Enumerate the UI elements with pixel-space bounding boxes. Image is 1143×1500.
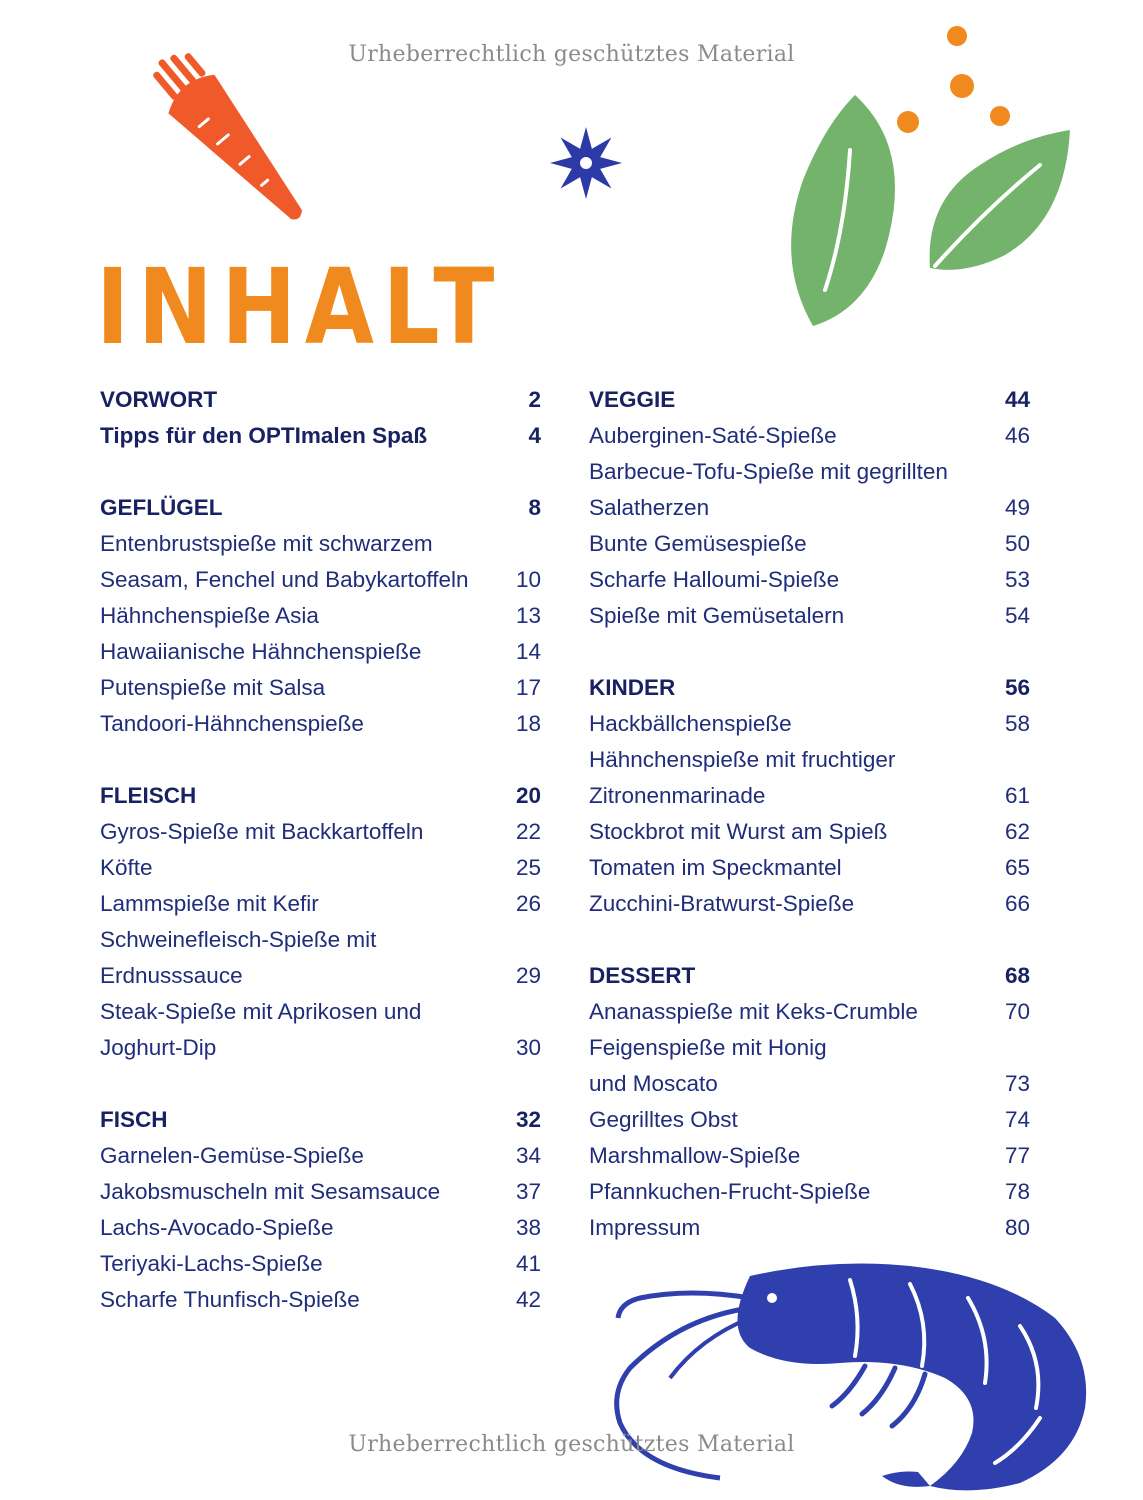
toc-entry[interactable] <box>100 418 541 454</box>
toc-entry[interactable] <box>589 850 1030 886</box>
toc-entry-title: Auberginen-Saté-Spieße <box>589 423 837 448</box>
toc-entry-title: Hawaiianische Hähnchenspieße <box>100 639 422 664</box>
section-gap <box>589 922 1030 958</box>
toc-section <box>589 958 1030 1246</box>
toc-entry[interactable] <box>100 1030 541 1066</box>
toc-entry[interactable] <box>100 814 541 850</box>
toc-right-column <box>589 382 1030 1246</box>
toc-entry-page: 22 <box>515 819 541 844</box>
toc-entry-page: 74 <box>1004 1107 1030 1132</box>
toc-entry-page: 54 <box>1004 603 1030 628</box>
section-gap <box>100 454 541 490</box>
shrimp-icon <box>600 1258 1095 1496</box>
toc-entry[interactable] <box>100 1174 541 1210</box>
section-gap <box>100 742 541 778</box>
toc-entry-page: 78 <box>1004 1179 1030 1204</box>
toc-entry-title: Gegrilltes Obst <box>589 1107 738 1132</box>
flower-icon <box>538 124 634 202</box>
toc-entry[interactable] <box>589 490 1030 526</box>
toc-entry[interactable] <box>100 886 541 922</box>
toc-entry-title: Joghurt-Dip <box>100 1035 217 1060</box>
toc-heading-page: 8 <box>528 495 541 520</box>
toc-entry-title: Garnelen-Gemüse-Spieße <box>100 1143 364 1168</box>
toc-heading-title: DESSERT <box>589 963 696 988</box>
toc-entry-title: Köfte <box>100 855 153 880</box>
toc-heading-title: VEGGIE <box>589 387 676 412</box>
toc-entry[interactable] <box>589 598 1030 634</box>
toc-entry-page: 10 <box>515 567 541 592</box>
toc-entry[interactable] <box>589 1102 1030 1138</box>
toc-entry-title: Zucchini-Bratwurst-Spieße <box>589 891 855 916</box>
toc-entry[interactable] <box>100 706 541 742</box>
toc-heading[interactable] <box>589 670 1030 706</box>
toc-entry[interactable] <box>100 958 541 994</box>
toc-heading-title: FISCH <box>100 1107 168 1132</box>
section-gap <box>100 1066 541 1102</box>
toc-entry-page: 37 <box>515 1179 541 1204</box>
toc-entry-page: 50 <box>1004 531 1030 556</box>
toc-heading-title: GEFLÜGEL <box>100 495 223 520</box>
toc-entry-title: Bunte Gemüsespieße <box>589 531 807 556</box>
toc-entry[interactable] <box>589 526 1030 562</box>
toc-entry-page: 73 <box>1004 1071 1030 1096</box>
toc-entry-page: 62 <box>1004 819 1030 844</box>
toc-section <box>589 670 1030 922</box>
page-title: INHALT <box>96 246 504 368</box>
toc-entry-title: Schweinefleisch-Spieße mit <box>100 927 377 952</box>
toc-entry[interactable] <box>589 1210 1030 1246</box>
toc-entry-title: Erdnusssauce <box>100 963 243 988</box>
toc-section <box>100 490 541 742</box>
toc-heading-title: VORWORT <box>100 387 218 412</box>
toc-entry-page: 53 <box>1004 567 1030 592</box>
toc-entry[interactable] <box>100 850 541 886</box>
toc-left-column <box>100 382 541 1318</box>
toc-entry-page: 38 <box>515 1215 541 1240</box>
toc-section <box>100 1102 541 1318</box>
toc-entry-title: Hähnchenspieße mit fruchtiger <box>589 747 896 772</box>
toc-section <box>100 778 541 1066</box>
toc-entry[interactable] <box>589 994 1030 1030</box>
toc-entry-page: 14 <box>515 639 541 664</box>
toc-heading[interactable] <box>100 382 541 418</box>
toc-entry-title: Tandoori-Hähnchenspieße <box>100 711 364 736</box>
toc-entry-title: Teriyaki-Lachs-Spieße <box>100 1251 323 1276</box>
carrot-icon <box>140 40 330 250</box>
toc-entry-page: 29 <box>515 963 541 988</box>
toc-entry[interactable] <box>589 1030 1030 1066</box>
toc-entry-title: Tipps für den OPTImalen Spaß <box>100 423 428 448</box>
toc-entry[interactable] <box>589 562 1030 598</box>
toc-entry-page: 80 <box>1004 1215 1030 1240</box>
toc-heading-page: 32 <box>515 1107 541 1132</box>
toc-entry[interactable] <box>589 814 1030 850</box>
toc-entry-title: Lachs-Avocado-Spieße <box>100 1215 334 1240</box>
toc-entry[interactable] <box>589 778 1030 814</box>
toc-entry-title: Feigenspieße mit Honig <box>589 1035 827 1060</box>
toc-entry-page: 42 <box>515 1287 541 1312</box>
toc-heading[interactable] <box>589 382 1030 418</box>
toc-entry-title: Ananasspieße mit Keks-Crumble <box>589 999 918 1024</box>
toc-entry-page: 66 <box>1004 891 1030 916</box>
toc-entry-title: Hähnchenspieße Asia <box>100 603 319 628</box>
toc-entry-page: 18 <box>515 711 541 736</box>
toc-entry-title: Lammspieße mit Kefir <box>100 891 319 916</box>
toc-entry[interactable] <box>589 1174 1030 1210</box>
toc-entry-page: 58 <box>1004 711 1030 736</box>
toc-entry-page: 30 <box>515 1035 541 1060</box>
toc-entry-page: 17 <box>515 675 541 700</box>
toc-entry-page: 65 <box>1004 855 1030 880</box>
toc-entry[interactable] <box>100 634 541 670</box>
toc-section <box>100 382 541 454</box>
toc-heading-page: 68 <box>1004 963 1030 988</box>
toc-entry[interactable] <box>100 1138 541 1174</box>
toc-entry-title: Gyros-Spieße mit Backkartoffeln <box>100 819 424 844</box>
toc-entry[interactable] <box>100 670 541 706</box>
toc-entry-page: 34 <box>515 1143 541 1168</box>
toc-entry[interactable] <box>589 706 1030 742</box>
toc-entry[interactable] <box>589 1138 1030 1174</box>
toc-entry-page: 49 <box>1004 495 1030 520</box>
toc-heading-page: 2 <box>528 387 541 412</box>
toc-entry[interactable] <box>589 454 1030 490</box>
toc-entry[interactable] <box>100 1210 541 1246</box>
toc-entry-title: Entenbrustspieße mit schwarzem <box>100 531 433 556</box>
toc-entry-title: Zitronenmarinade <box>589 783 766 808</box>
toc-entry-page: 70 <box>1004 999 1030 1024</box>
toc-entry-page: 77 <box>1004 1143 1030 1168</box>
toc-entry-page: 4 <box>528 423 541 448</box>
toc-entry[interactable] <box>100 922 541 958</box>
toc-entry-title: Stockbrot mit Wurst am Spieß <box>589 819 888 844</box>
toc-entry[interactable] <box>100 562 541 598</box>
toc-entry[interactable] <box>100 526 541 562</box>
toc-entry-page: 41 <box>515 1251 541 1276</box>
toc-heading-title: KINDER <box>589 675 676 700</box>
toc-entry[interactable] <box>589 418 1030 454</box>
toc-heading-title: FLEISCH <box>100 783 197 808</box>
toc-entry[interactable] <box>100 994 541 1030</box>
toc-entry-title: und Moscato <box>589 1071 718 1096</box>
toc-entry-title: Scharfe Thunfisch-Spieße <box>100 1287 360 1312</box>
toc-entry-title: Impressum <box>589 1215 701 1240</box>
toc-entry-title: Marshmallow-Spieße <box>589 1143 801 1168</box>
toc-entry[interactable] <box>589 1066 1030 1102</box>
toc-entry-title: Scharfe Halloumi-Spieße <box>589 567 840 592</box>
toc-heading[interactable] <box>589 958 1030 994</box>
toc-entry[interactable] <box>100 1282 541 1318</box>
section-gap <box>589 634 1030 670</box>
toc-entry-page: 26 <box>515 891 541 916</box>
toc-entry[interactable] <box>589 742 1030 778</box>
toc-entry-page: 13 <box>515 603 541 628</box>
toc-heading-page: 20 <box>515 783 541 808</box>
toc-entry-title: Jakobsmuscheln mit Sesamsauce <box>100 1179 441 1204</box>
toc-heading-page: 44 <box>1004 387 1030 412</box>
toc-entry-page: 25 <box>515 855 541 880</box>
leaf-icon <box>775 90 1075 335</box>
toc-entry[interactable] <box>100 598 541 634</box>
toc-entry[interactable] <box>589 886 1030 922</box>
toc-entry-title: Putenspieße mit Salsa <box>100 675 326 700</box>
toc-heading[interactable] <box>100 1102 541 1138</box>
toc-entry-title: Barbecue-Tofu-Spieße mit gegrillten <box>589 459 948 484</box>
toc-section <box>589 382 1030 634</box>
toc-heading[interactable] <box>100 778 541 814</box>
toc-entry-page: 46 <box>1004 423 1030 448</box>
toc-heading[interactable] <box>100 490 541 526</box>
toc-entry-title: Tomaten im Speckmantel <box>589 855 842 880</box>
toc-entry-page: 61 <box>1004 783 1030 808</box>
toc-entry-title: Pfannkuchen-Frucht-Spieße <box>589 1179 871 1204</box>
toc-entry-title: Spieße mit Gemüsetalern <box>589 603 845 628</box>
toc-entry-title: Hackbällchenspieße <box>589 711 792 736</box>
toc-entry-title: Steak-Spieße mit Aprikosen und <box>100 999 422 1024</box>
toc-entry-title: Seasam, Fenchel und Babykartoffeln <box>100 567 469 592</box>
toc-entry[interactable] <box>100 1246 541 1282</box>
watermark-bottom: Urheberrechtlich geschütztes Material <box>348 1432 795 1457</box>
watermark-top: Urheberrechtlich geschütztes Material <box>348 42 795 67</box>
toc-entry-title: Salatherzen <box>589 495 710 520</box>
toc-heading-page: 56 <box>1004 675 1030 700</box>
